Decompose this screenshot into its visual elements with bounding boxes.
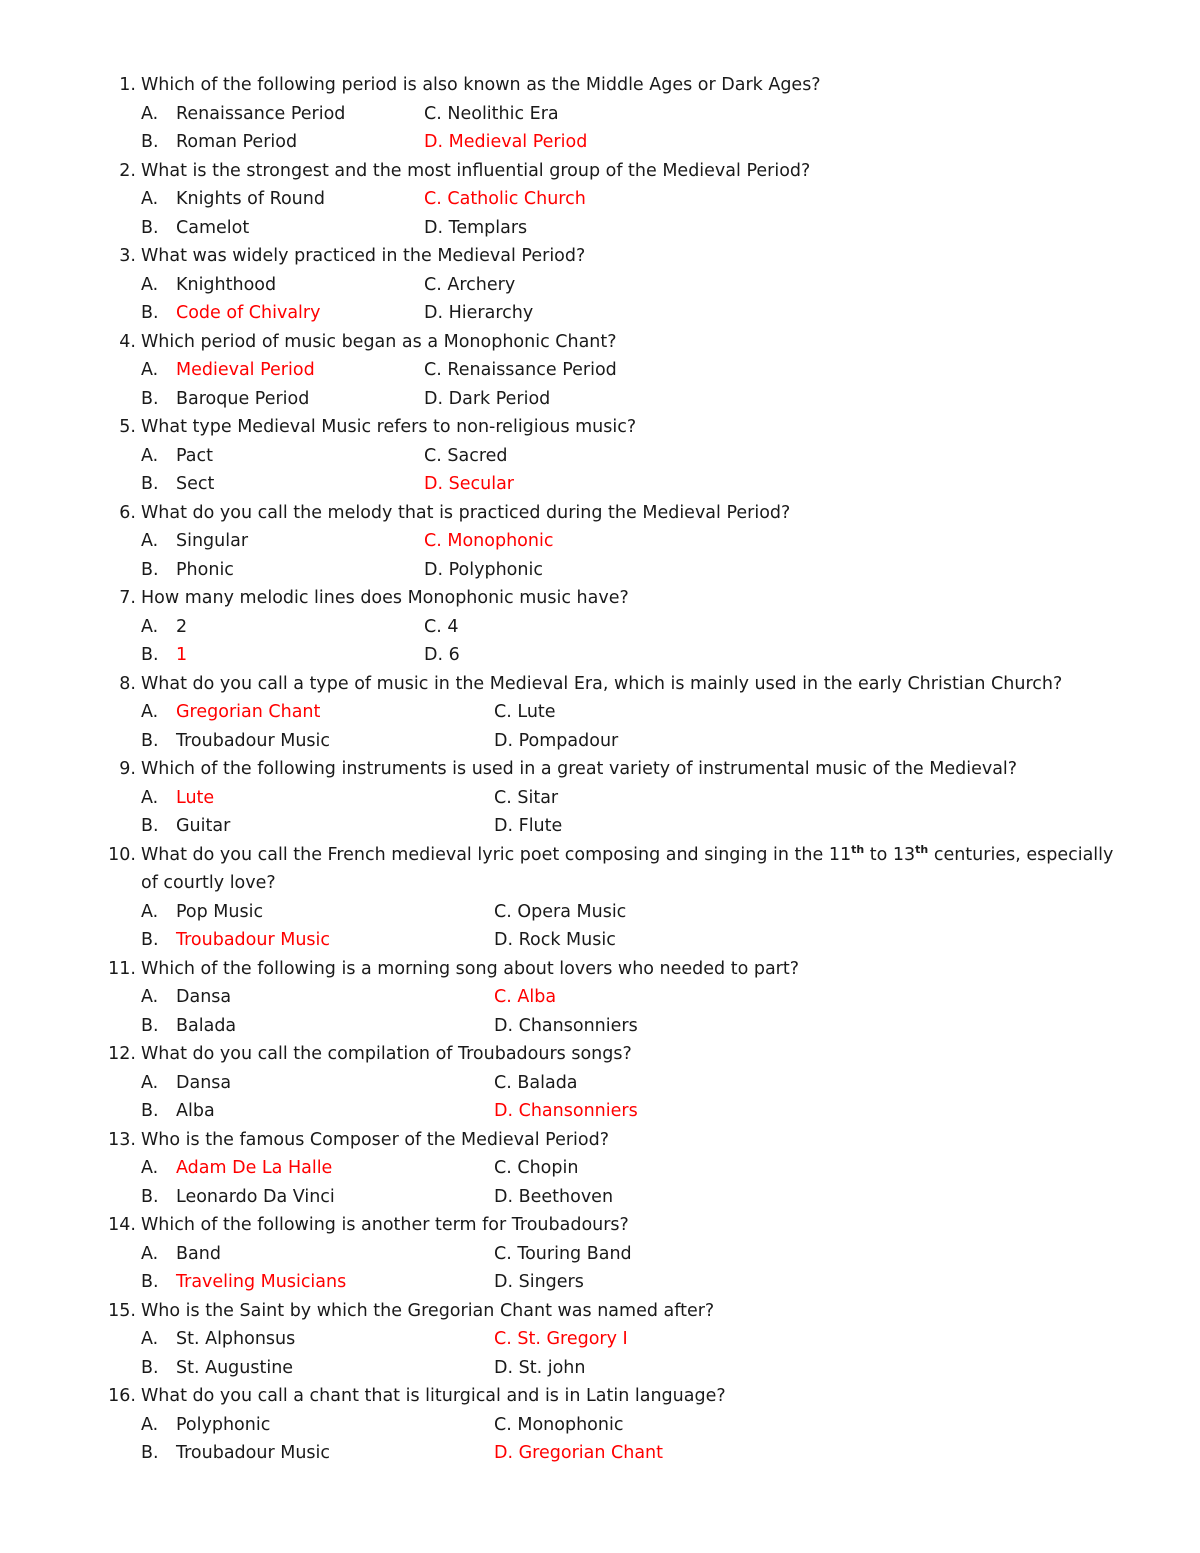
question-stem bbox=[0, 499, 1200, 528]
answer-option bbox=[494, 898, 626, 927]
answer-option bbox=[141, 470, 214, 499]
question-number: 7. bbox=[119, 588, 136, 608]
option-text: Gregorian Chant bbox=[176, 702, 321, 722]
option-text: Chansonniers bbox=[518, 1015, 638, 1036]
option-text: Gregorian Chant bbox=[518, 1443, 663, 1463]
question-text: What is the strongest and the most influential group of the Medieval Period? bbox=[141, 160, 811, 181]
option-text: Balada bbox=[176, 1015, 237, 1036]
option-text: Knights of Round bbox=[176, 189, 325, 209]
option-row bbox=[0, 698, 1200, 727]
option-letter: C. bbox=[424, 445, 442, 466]
answer-option bbox=[494, 1354, 585, 1383]
option-letter: B. bbox=[141, 132, 159, 152]
question-number: 5. bbox=[119, 417, 136, 437]
question-stem bbox=[0, 955, 1200, 984]
answer-option bbox=[141, 527, 248, 556]
option-letter: A. bbox=[141, 1243, 159, 1264]
question-stem bbox=[0, 1297, 1200, 1326]
option-letter: D. bbox=[424, 217, 444, 238]
answer-option bbox=[494, 1097, 638, 1126]
answer-option bbox=[494, 1069, 578, 1098]
answer-option bbox=[494, 1240, 632, 1269]
superscript: th bbox=[851, 842, 865, 856]
question-item bbox=[0, 242, 1200, 328]
question-text: Which of the following is a morning song about lovers who needed to part? bbox=[141, 958, 800, 979]
answer-option bbox=[141, 1097, 215, 1126]
answer-option bbox=[494, 983, 556, 1012]
question-item bbox=[0, 1126, 1200, 1212]
option-letter: C. bbox=[494, 987, 512, 1007]
option-row bbox=[0, 1183, 1200, 1212]
option-letter: B. bbox=[141, 816, 159, 836]
answer-option bbox=[141, 1154, 332, 1183]
option-text: Guitar bbox=[176, 816, 231, 836]
option-letter: D. bbox=[424, 388, 444, 409]
question-stem bbox=[0, 413, 1200, 442]
option-text: Band bbox=[176, 1243, 221, 1264]
option-letter: C. bbox=[424, 616, 442, 637]
option-letter: D. bbox=[494, 1357, 514, 1378]
option-letter: D. bbox=[494, 730, 514, 751]
question-number: 16. bbox=[108, 1386, 136, 1406]
answer-option bbox=[141, 271, 276, 300]
option-letter: A. bbox=[141, 189, 159, 209]
option-text: Polyphonic bbox=[176, 1414, 271, 1435]
question-item bbox=[0, 328, 1200, 414]
option-text: Roman Period bbox=[176, 132, 298, 152]
answer-option bbox=[424, 128, 587, 157]
option-text: Sect bbox=[176, 474, 215, 494]
option-row bbox=[0, 385, 1200, 414]
answer-option bbox=[494, 698, 556, 727]
option-row bbox=[0, 812, 1200, 841]
question-stem bbox=[0, 841, 1200, 898]
option-row bbox=[0, 556, 1200, 585]
option-letter: C. bbox=[424, 360, 442, 380]
option-letter: A. bbox=[141, 1072, 159, 1093]
answer-option bbox=[494, 1154, 578, 1183]
option-text: Singers bbox=[518, 1272, 584, 1292]
option-letter: D. bbox=[494, 1272, 514, 1292]
answer-option bbox=[141, 727, 330, 756]
option-text: Dansa bbox=[176, 1072, 232, 1093]
option-row bbox=[0, 299, 1200, 328]
option-letter: B. bbox=[141, 1101, 159, 1121]
answer-option bbox=[141, 385, 309, 414]
option-row bbox=[0, 1325, 1200, 1354]
question-text: Which period of music began as a Monophonic Chant? bbox=[141, 331, 617, 352]
answer-option bbox=[494, 1325, 628, 1354]
answer-option bbox=[494, 812, 562, 841]
option-letter: A. bbox=[141, 1329, 159, 1349]
option-letter: B. bbox=[141, 1015, 159, 1036]
answer-option bbox=[141, 613, 187, 642]
option-letter: D. bbox=[494, 1443, 514, 1463]
option-text: Polyphonic bbox=[448, 559, 543, 580]
option-text: Troubadour Music bbox=[176, 930, 331, 950]
option-letter: B. bbox=[141, 474, 159, 494]
answer-option bbox=[141, 128, 297, 157]
option-text: Hierarchy bbox=[448, 303, 534, 323]
option-text: Dark Period bbox=[448, 388, 551, 409]
option-letter: A. bbox=[141, 1414, 159, 1435]
question-stem bbox=[0, 1040, 1200, 1069]
option-letter: A. bbox=[141, 616, 159, 637]
option-letter: A. bbox=[141, 702, 159, 722]
option-row bbox=[0, 470, 1200, 499]
option-text: Pop Music bbox=[176, 901, 264, 922]
option-letter: B. bbox=[141, 1272, 159, 1292]
option-text: Camelot bbox=[176, 217, 250, 238]
question-text: What do you call a type of music in the Medieval Era, which is mainly used in the early Christian Church? bbox=[141, 673, 1063, 694]
option-text: Lute bbox=[517, 702, 556, 722]
question-number: 2. bbox=[119, 160, 136, 181]
answer-option bbox=[141, 1411, 270, 1440]
quiz-list bbox=[0, 71, 1200, 1468]
answer-option bbox=[141, 1069, 231, 1098]
option-text: Secular bbox=[448, 474, 514, 494]
question-text: What type Medieval Music refers to non-religious music? bbox=[141, 417, 637, 437]
option-text: Troubadour Music bbox=[176, 1443, 331, 1463]
option-text: Chansonniers bbox=[518, 1101, 638, 1121]
answer-option bbox=[141, 812, 230, 841]
option-row bbox=[0, 1012, 1200, 1041]
option-text: Leonardo Da Vinci bbox=[176, 1186, 335, 1207]
option-row bbox=[0, 898, 1200, 927]
option-row bbox=[0, 442, 1200, 471]
question-number: 6. bbox=[119, 502, 136, 523]
answer-option bbox=[424, 385, 550, 414]
option-row bbox=[0, 727, 1200, 756]
question-number: 1. bbox=[119, 75, 136, 95]
option-text: Templars bbox=[448, 217, 528, 238]
option-text: Adam De La Halle bbox=[176, 1158, 333, 1178]
option-text: St. Augustine bbox=[176, 1357, 294, 1378]
option-text: Balada bbox=[517, 1072, 578, 1093]
answer-option bbox=[494, 1411, 623, 1440]
option-letter: A. bbox=[141, 531, 159, 551]
option-letter: D. bbox=[424, 132, 444, 152]
option-letter: A. bbox=[141, 103, 159, 124]
option-row bbox=[0, 784, 1200, 813]
option-letter: B. bbox=[141, 730, 159, 751]
answer-option bbox=[494, 1183, 613, 1212]
option-text: Touring Band bbox=[517, 1243, 632, 1264]
question-text-mid: to 13 bbox=[864, 844, 916, 865]
option-text: St. Alphonsus bbox=[176, 1329, 296, 1349]
option-letter: D. bbox=[424, 645, 444, 665]
option-letter: C. bbox=[424, 531, 442, 551]
option-row bbox=[0, 1411, 1200, 1440]
option-letter: D. bbox=[494, 1015, 514, 1036]
option-letter: B. bbox=[141, 1186, 159, 1207]
option-row bbox=[0, 1240, 1200, 1269]
answer-option bbox=[141, 100, 345, 129]
option-text: Singular bbox=[176, 531, 249, 551]
question-item bbox=[0, 1297, 1200, 1383]
option-letter: C. bbox=[494, 787, 512, 808]
question-text: What was widely practiced in the Medieval Period? bbox=[141, 246, 586, 266]
question-number: 13. bbox=[108, 1129, 136, 1150]
answer-option bbox=[141, 784, 214, 813]
question-stem bbox=[0, 755, 1200, 784]
option-text: Rock Music bbox=[518, 930, 616, 950]
option-row bbox=[0, 128, 1200, 157]
answer-option bbox=[424, 470, 514, 499]
option-text: Monophonic bbox=[447, 531, 554, 551]
option-row bbox=[0, 1439, 1200, 1468]
option-letter: B. bbox=[141, 1357, 159, 1378]
option-letter: A. bbox=[141, 360, 159, 380]
option-letter: C. bbox=[494, 1243, 512, 1264]
question-stem bbox=[0, 584, 1200, 613]
question-stem bbox=[0, 1126, 1200, 1155]
question-item bbox=[0, 499, 1200, 585]
answer-option bbox=[141, 442, 213, 471]
option-row bbox=[0, 983, 1200, 1012]
question-text: Which of the following is another term for Troubadours? bbox=[141, 1215, 629, 1235]
option-letter: C. bbox=[424, 103, 442, 124]
answer-option bbox=[141, 185, 325, 214]
question-number: 10. bbox=[108, 844, 136, 865]
question-item bbox=[0, 955, 1200, 1041]
answer-option bbox=[141, 356, 315, 385]
option-text: Renaissance Period bbox=[176, 103, 346, 124]
option-text: Troubadour Music bbox=[176, 730, 331, 751]
option-text: Pompadour bbox=[518, 730, 619, 751]
question-number: 14. bbox=[108, 1215, 136, 1235]
option-row bbox=[0, 1268, 1200, 1297]
question-text: Who is the Saint by which the Gregorian Chant was named after? bbox=[141, 1300, 715, 1321]
answer-option bbox=[494, 1012, 638, 1041]
question-number: 12. bbox=[108, 1044, 136, 1064]
answer-option bbox=[424, 442, 508, 471]
option-letter: D. bbox=[424, 303, 444, 323]
question-item bbox=[0, 584, 1200, 670]
option-text: Traveling Musicians bbox=[176, 1272, 347, 1292]
question-item bbox=[0, 71, 1200, 157]
question-text: Which of the following instruments is used in a great variety of instrumental music of the Medieval? bbox=[141, 759, 1018, 779]
answer-option bbox=[424, 613, 459, 642]
option-row bbox=[0, 1354, 1200, 1383]
question-stem bbox=[0, 157, 1200, 186]
answer-option bbox=[424, 214, 527, 243]
option-letter: B. bbox=[141, 930, 159, 950]
option-letter: D. bbox=[494, 930, 514, 950]
answer-option bbox=[494, 1439, 663, 1468]
option-text: Sacred bbox=[447, 445, 508, 466]
question-stem bbox=[0, 1382, 1200, 1411]
option-letter: D. bbox=[424, 559, 444, 580]
option-text: Knighthood bbox=[176, 274, 277, 295]
option-text: 6 bbox=[448, 645, 460, 665]
option-letter: C. bbox=[494, 702, 512, 722]
answer-option bbox=[424, 299, 533, 328]
option-letter: B. bbox=[141, 559, 159, 580]
answer-option bbox=[141, 1183, 335, 1212]
question-text: How many melodic lines does Monophonic music have? bbox=[141, 588, 629, 608]
option-text: St. john bbox=[518, 1357, 586, 1378]
option-text: Opera Music bbox=[517, 901, 627, 922]
question-number: 3. bbox=[119, 246, 136, 266]
question-text-end: centuries, especially of courtly love? bbox=[141, 844, 1114, 893]
question-stem bbox=[0, 71, 1200, 100]
option-text: Beethoven bbox=[518, 1186, 614, 1207]
option-letter: B. bbox=[141, 1443, 159, 1463]
option-letter: C. bbox=[494, 901, 512, 922]
answer-option bbox=[141, 214, 249, 243]
option-row bbox=[0, 926, 1200, 955]
option-letter: C. bbox=[494, 1072, 512, 1093]
superscript: th bbox=[915, 842, 929, 856]
question-number: 8. bbox=[119, 673, 136, 694]
answer-option bbox=[424, 556, 543, 585]
option-text: Catholic Church bbox=[447, 189, 586, 209]
question-item bbox=[0, 1211, 1200, 1297]
option-text: Code of Chivalry bbox=[176, 303, 321, 323]
question-text: What do you call the melody that is practiced during the Medieval Period? bbox=[141, 502, 791, 523]
answer-option bbox=[141, 641, 187, 670]
option-letter: C. bbox=[424, 274, 442, 295]
question-number: 9. bbox=[119, 759, 136, 779]
option-text: 4 bbox=[447, 616, 459, 637]
question-text: What do you call the French medieval lyric poet composing and singing in the 11 bbox=[141, 844, 852, 865]
option-letter: B. bbox=[141, 303, 159, 323]
option-letter: B. bbox=[141, 217, 159, 238]
option-text: Pact bbox=[176, 445, 213, 466]
option-row bbox=[0, 527, 1200, 556]
answer-option bbox=[141, 983, 231, 1012]
option-row bbox=[0, 613, 1200, 642]
question-text: What do you call a chant that is liturgical and is in Latin language? bbox=[141, 1386, 726, 1406]
option-row bbox=[0, 214, 1200, 243]
option-text: Flute bbox=[518, 816, 563, 836]
option-letter: C. bbox=[494, 1329, 512, 1349]
option-row bbox=[0, 271, 1200, 300]
option-text: Renaissance Period bbox=[447, 360, 617, 380]
answer-option bbox=[424, 271, 515, 300]
option-text: 1 bbox=[176, 645, 188, 665]
option-text: Alba bbox=[517, 987, 557, 1007]
option-letter: D. bbox=[494, 1101, 514, 1121]
answer-option bbox=[424, 641, 460, 670]
option-text: Sitar bbox=[517, 787, 559, 808]
option-text: Medieval Period bbox=[176, 360, 315, 380]
answer-option bbox=[141, 1240, 221, 1269]
question-stem bbox=[0, 670, 1200, 699]
answer-option bbox=[141, 556, 234, 585]
option-row bbox=[0, 1097, 1200, 1126]
answer-option bbox=[494, 926, 616, 955]
option-text: 2 bbox=[176, 616, 188, 637]
question-item bbox=[0, 1382, 1200, 1468]
answer-option bbox=[424, 527, 553, 556]
option-letter: C. bbox=[494, 1158, 512, 1178]
option-text: Phonic bbox=[176, 559, 234, 580]
option-row bbox=[0, 185, 1200, 214]
answer-option bbox=[141, 926, 330, 955]
question-text: Which of the following period is also known as the Middle Ages or Dark Ages? bbox=[141, 75, 821, 95]
answer-option bbox=[141, 1439, 330, 1468]
answer-option bbox=[141, 299, 320, 328]
question-item bbox=[0, 1040, 1200, 1126]
answer-option bbox=[424, 356, 617, 385]
option-letter: A. bbox=[141, 987, 159, 1007]
option-text: Neolithic Era bbox=[447, 103, 559, 124]
question-number: 4. bbox=[119, 331, 136, 352]
question-item bbox=[0, 413, 1200, 499]
option-letter: A. bbox=[141, 274, 159, 295]
option-text: Chopin bbox=[517, 1158, 579, 1178]
option-text: Alba bbox=[176, 1101, 215, 1121]
question-stem bbox=[0, 1211, 1200, 1240]
option-letter: D. bbox=[494, 816, 514, 836]
answer-option bbox=[141, 698, 320, 727]
question-text: Who is the famous Composer of the Medieval Period? bbox=[141, 1129, 610, 1150]
option-row bbox=[0, 641, 1200, 670]
option-letter: A. bbox=[141, 787, 159, 808]
question-stem bbox=[0, 242, 1200, 271]
answer-option bbox=[494, 1268, 584, 1297]
option-row bbox=[0, 1069, 1200, 1098]
option-text: Archery bbox=[447, 274, 516, 295]
option-letter: A. bbox=[141, 901, 159, 922]
question-number: 15. bbox=[108, 1300, 136, 1321]
answer-option bbox=[141, 1354, 293, 1383]
answer-option bbox=[424, 185, 586, 214]
question-stem bbox=[0, 328, 1200, 357]
option-letter: A. bbox=[141, 1158, 159, 1178]
option-letter: C. bbox=[494, 1414, 512, 1435]
option-text: Dansa bbox=[176, 987, 232, 1007]
answer-option bbox=[141, 1012, 236, 1041]
answer-option bbox=[494, 727, 618, 756]
option-letter: D. bbox=[424, 474, 444, 494]
option-row bbox=[0, 1154, 1200, 1183]
answer-option bbox=[494, 784, 558, 813]
option-text: Lute bbox=[176, 787, 215, 808]
question-text: What do you call the compilation of Troubadours songs? bbox=[141, 1044, 632, 1064]
option-letter: A. bbox=[141, 445, 159, 466]
question-item bbox=[0, 670, 1200, 756]
question-item bbox=[0, 157, 1200, 243]
option-letter: B. bbox=[141, 645, 159, 665]
question-item bbox=[0, 841, 1200, 955]
question-number: 11. bbox=[108, 958, 136, 979]
option-text: St. Gregory I bbox=[517, 1329, 628, 1349]
answer-option bbox=[141, 898, 263, 927]
option-text: Monophonic bbox=[517, 1414, 624, 1435]
option-row bbox=[0, 356, 1200, 385]
answer-option bbox=[424, 100, 559, 129]
option-letter: D. bbox=[494, 1186, 514, 1207]
answer-option bbox=[141, 1325, 295, 1354]
question-item bbox=[0, 755, 1200, 841]
option-letter: B. bbox=[141, 388, 159, 409]
option-text: Medieval Period bbox=[448, 132, 588, 152]
answer-option bbox=[141, 1268, 346, 1297]
option-row bbox=[0, 100, 1200, 129]
option-text: Baroque Period bbox=[176, 388, 310, 409]
option-letter: C. bbox=[424, 189, 442, 209]
